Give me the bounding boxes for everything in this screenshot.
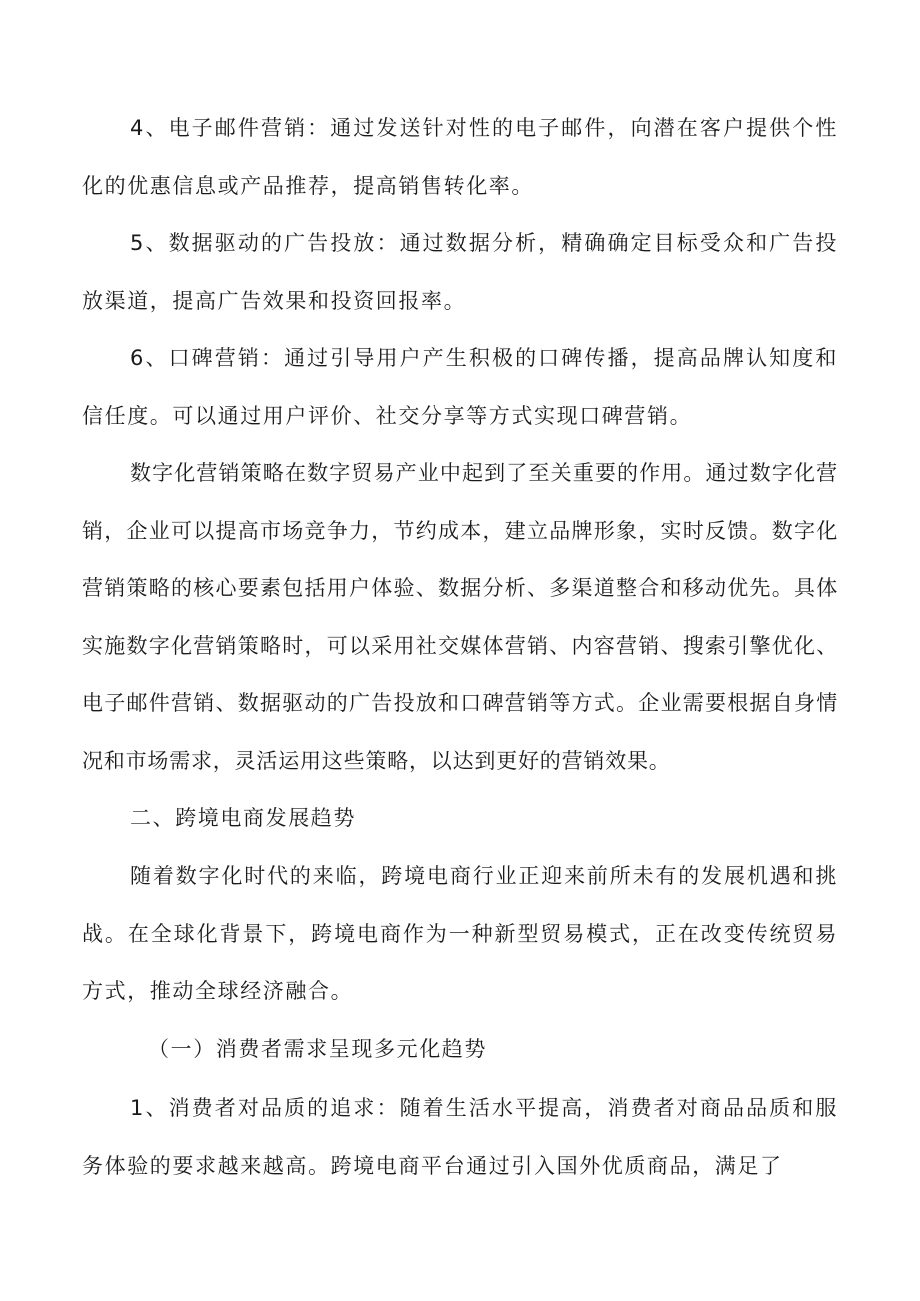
paragraph-word-of-mouth: 6、口碑营销：通过引导用户产生积极的口碑传播，提高品牌认知度和信任度。可以通过用户评价、社交分享等方式实现口碑营销。 <box>82 346 838 428</box>
paragraph-quality-demand: 1、消费者对品质的追求：随着生活水平提高，消费者对商品品质和服务体验的要求越来越高。跨境电商平台通过引入国外优质商品，满足了 <box>82 1096 838 1178</box>
subsection-heading: （一）消费者需求呈现多元化趋势 <box>148 1037 487 1061</box>
paragraph-intro: 随着数字化时代的来临，跨境电商行业正迎来前所未有的发展机遇和挑战。在全球化背景下，跨境电商作为一种新型贸易模式，正在改变传统贸易方式，推动全球经济融合。 <box>82 864 838 1003</box>
paragraph-summary: 数字化营销策略在数字贸易产业中起到了至关重要的作用。通过数字化营销，企业可以提高市场竞争力，节约成本，建立品牌形象，实时反馈。数字化营销策略的核心要素包括用户体验、数据分析、多渠道整合和移动优先。具体实施数字化营销策略时，可以采用社交媒体营销、内容营销、搜索引擎优化、电子邮件营销、数据驱动的广告投放和口碑营销等方式。企业需要根据自身情况和市场需求，灵活运用这些策略，以达到更好的营销效果。 <box>82 461 838 773</box>
paragraph-data-driven-ads: 5、数据驱动的广告投放：通过数据分析，精确确定目标受众和广告投放渠道，提高广告效果和投资回报率。 <box>82 231 838 313</box>
section-heading: 二、跨境电商发展趋势 <box>130 806 356 830</box>
paragraph-email-marketing: 4、电子邮件营销：通过发送针对性的电子邮件，向潜在客户提供个性化的优惠信息或产品推荐，提高销售转化率。 <box>82 116 838 198</box>
